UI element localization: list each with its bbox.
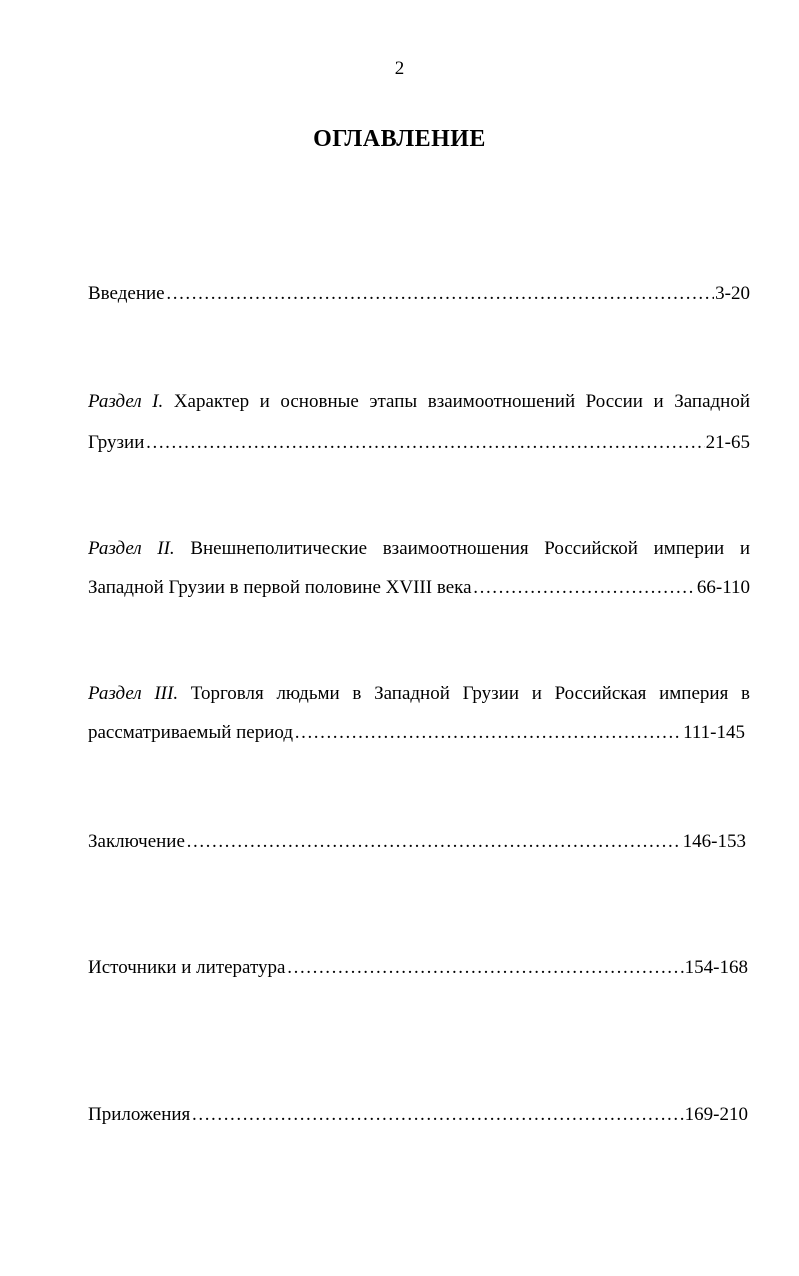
toc-entry-section2-line2 [88,576,750,600]
toc-entry-section2-line1 [88,537,750,561]
toc-entry-pages: 111-145 [683,722,745,743]
section-title-line2: Грузии [88,432,145,453]
section-prefix: Раздел I. [88,391,164,412]
section-title-line1: Торговля людьми в Западной Грузии и Российская империя в [190,683,750,704]
toc-entry-sources [88,956,748,980]
section-prefix: Раздел III. [88,683,179,704]
toc-entry-label: Источники и литература [88,957,286,978]
dot-leader [473,576,696,600]
toc-entry-pages: 146-153 [682,831,746,852]
dot-leader [287,956,684,980]
toc-entry-intro [88,282,750,306]
toc-entry-label: Заключение [88,831,185,852]
toc-entry-label: Введение [88,283,165,304]
toc-entry-label: Приложения [88,1104,191,1125]
section-title-line2: рассматриваемый период [88,722,294,743]
dot-leader [186,830,682,854]
dot-leader [191,1103,683,1127]
section-title-line2: Западной Грузии в первой половине XVIII века [88,577,472,598]
page-number: 2 [394,58,405,79]
toc-entry-pages: 66-110 [696,577,750,598]
toc-entry-pages: 3-20 [715,283,750,304]
section-title-line1: Внешнеполитические взаимоотношения Российской империи и [190,538,750,559]
toc-entry-pages: 21-65 [705,432,750,453]
dot-leader [294,721,682,745]
toc-entry-section1-line1 [88,390,750,414]
dot-leader [145,431,704,455]
section-title-line1: Характер и основные этапы взаимоотношений России и Западной [173,391,750,412]
toc-entry-appendix [88,1103,748,1127]
toc-entry-section1-line2 [88,431,750,455]
page-title: ОГЛАВЛЕНИЕ [313,126,486,152]
section-prefix: Раздел II. [88,538,175,559]
toc-entry-conclusion [88,830,746,854]
toc-entry-pages: 169-210 [684,1104,748,1125]
toc-entry-section3-line2 [88,721,745,745]
toc-entry-section3-line1 [88,682,750,706]
dot-leader [166,282,715,306]
toc-entry-pages: 154-168 [684,957,748,978]
